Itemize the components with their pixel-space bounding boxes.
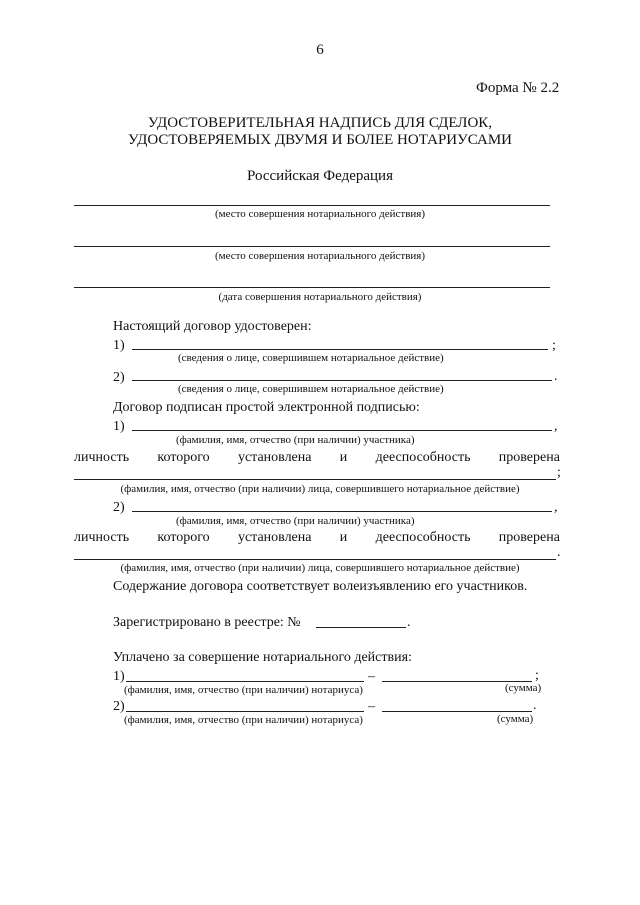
identity-word: личность: [74, 450, 130, 465]
registry-number-line[interactable]: [316, 627, 406, 628]
registry-label: Зарегистрировано в реестре: №: [113, 615, 301, 630]
identity-word: которого: [157, 450, 210, 465]
content-statement: Содержание договора соответствует волеизъявлению его участников.: [113, 579, 528, 594]
identity-word: которого: [157, 530, 210, 545]
fee-notary-line-1[interactable]: [126, 681, 364, 682]
verifier-caption-1: (фамилия, имя, отчество (при наличии) лица, совершившего нотариальное действие): [120, 483, 520, 495]
fee-period-2: .: [533, 698, 537, 713]
title-line-2: УДОСТОВЕРЯЕМЫХ ДВУМЯ И БОЛЕЕ НОТАРИУСАМИ: [127, 132, 513, 148]
fee-heading: Уплачено за совершение нотариального действия:: [113, 650, 412, 665]
fee-dash-1: –: [368, 669, 375, 684]
fee-semicolon-1: ;: [535, 668, 539, 683]
fee-number-1: 1): [113, 669, 125, 684]
identity-word: и: [339, 530, 348, 545]
verifier-line-1[interactable]: [74, 479, 556, 480]
participant-caption-2: (фамилия, имя, отчество (при наличии) участника): [176, 515, 415, 527]
registry-period: .: [407, 615, 411, 630]
participant-line-2[interactable]: [132, 511, 552, 512]
identity-word: дееспособность: [375, 450, 471, 465]
participant-comma-2: ,: [554, 500, 558, 515]
notary-info-line-1[interactable]: [132, 349, 548, 350]
verifier-period-2: .: [557, 545, 561, 560]
fee-notary-caption-1: (фамилия, имя, отчество (при наличии) нотариуса): [124, 684, 363, 696]
identity-word: личность: [74, 530, 130, 545]
place-caption-2: (место совершения нотариального действия): [214, 250, 426, 262]
place-line-1[interactable]: [74, 205, 550, 206]
fee-sum-line-2[interactable]: [382, 711, 532, 712]
participant-comma-1: ,: [554, 419, 558, 434]
identity-word: проверена: [498, 450, 560, 465]
title-line-1: УДОСТОВЕРИТЕЛЬНАЯ НАДПИСЬ ДЛЯ СДЕЛОК,: [147, 115, 493, 131]
identity-word: проверена: [498, 530, 560, 545]
notary-info-period: .: [554, 369, 558, 384]
notary-number-1: 1): [113, 338, 125, 353]
fee-notary-line-2[interactable]: [126, 711, 364, 712]
notary-info-caption-1: (сведения о лице, совершившем нотариальное действие): [178, 352, 444, 364]
notary-info-line-2[interactable]: [132, 380, 552, 381]
place-caption-1: (место совершения нотариального действия): [214, 208, 426, 220]
identity-sentence-2: [74, 530, 560, 546]
form-label: Форма № 2.2: [476, 80, 560, 96]
verifier-line-2[interactable]: [74, 559, 556, 560]
fee-dash-2: –: [368, 699, 375, 714]
identity-word: дееспособность: [375, 530, 471, 545]
signed-heading: Договор подписан простой электронной подписью:: [113, 400, 420, 415]
fee-number-2: 2): [113, 699, 125, 714]
country: Российская Федерация: [247, 168, 393, 184]
participant-number-2: 2): [113, 500, 125, 515]
identity-word: установлена: [237, 530, 312, 545]
verifier-semicolon-1: ;: [557, 465, 561, 480]
fee-sum-caption-2: (сумма): [497, 713, 534, 725]
page-number: 6: [316, 42, 324, 58]
fee-notary-caption-2: (фамилия, имя, отчество (при наличии) нотариуса): [124, 714, 363, 726]
verifier-caption-2: (фамилия, имя, отчество (при наличии) лица, совершившего нотариальное действие): [120, 562, 520, 574]
notary-info-caption-2: (сведения о лице, совершившем нотариальное действие): [178, 383, 444, 395]
identity-word: установлена: [237, 450, 312, 465]
participant-line-1[interactable]: [132, 430, 552, 431]
notary-info-semicolon: ;: [552, 338, 556, 353]
fee-sum-caption-1: (сумма): [505, 682, 542, 694]
participant-caption-1: (фамилия, имя, отчество (при наличии) участника): [176, 434, 415, 446]
place-line-2[interactable]: [74, 246, 550, 247]
date-line[interactable]: [74, 287, 550, 288]
date-caption: (дата совершения нотариального действия): [218, 291, 422, 303]
identity-word: и: [339, 450, 348, 465]
certified-heading: Настоящий договор удостоверен:: [113, 319, 312, 334]
participant-number-1: 1): [113, 419, 125, 434]
notary-number-2: 2): [113, 370, 125, 385]
identity-sentence-1: [74, 450, 560, 466]
